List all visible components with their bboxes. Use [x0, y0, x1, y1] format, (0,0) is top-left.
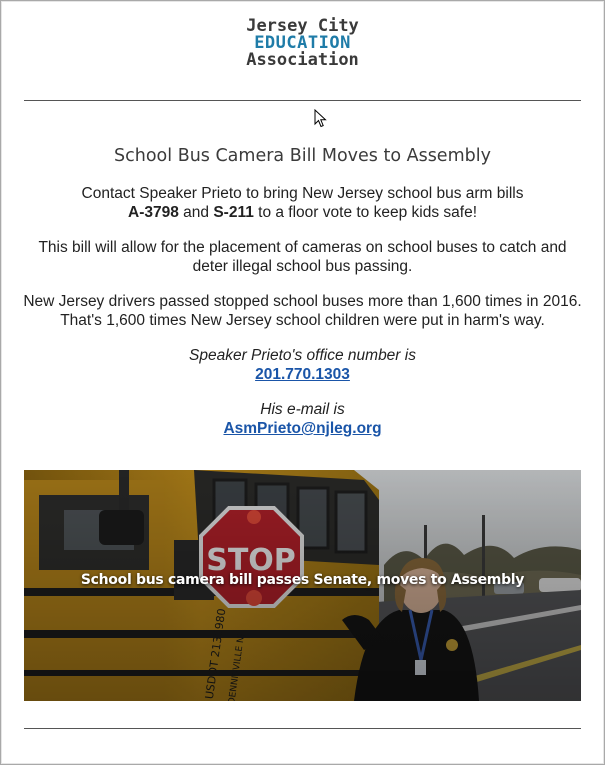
bill-a-3798: A-3798	[128, 204, 179, 221]
jcea-logo[interactable]	[0, 18, 605, 69]
article-headline: School Bus Camera Bill Moves to Assembly	[114, 146, 491, 166]
phone-link[interactable]: 201.770.1303	[255, 366, 350, 383]
logo-line-2: EDUCATION	[254, 33, 351, 53]
hero-image-link[interactable]	[24, 470, 581, 701]
logo-line-3: Association	[246, 50, 359, 70]
logo-line-1: Jersey City	[246, 16, 359, 36]
bottom-divider	[24, 728, 581, 729]
intro-line: Contact Speaker Prieto to bring New Jersey school bus arm bills	[81, 185, 524, 202]
and-text: and	[178, 204, 214, 221]
top-divider	[24, 100, 581, 101]
email-block	[20, 400, 585, 438]
phone-block	[20, 346, 585, 384]
intro-paragraph	[20, 184, 585, 222]
statistics-paragraph: New Jersey drivers passed stopped school buses more than 1,600 times in 2016. That's 1,600 times New Jersey school children were put in harm's way.	[23, 293, 582, 329]
hero-caption: School bus camera bill passes Senate, moves to Assembly	[80, 572, 525, 588]
email-label: His e-mail is	[260, 401, 345, 418]
bill-description-paragraph: This bill will allow for the placement of cameras on school buses to catch and deter illegal school bus passing.	[38, 239, 567, 275]
phone-label: Speaker Prieto's office number is	[189, 347, 416, 364]
email-link[interactable]: AsmPrieto@njleg.org	[223, 420, 382, 437]
mouse-cursor-icon	[314, 109, 328, 129]
intro-tail: to a floor vote to keep kids safe!	[253, 204, 477, 221]
bill-s-211: S-211	[213, 204, 254, 221]
